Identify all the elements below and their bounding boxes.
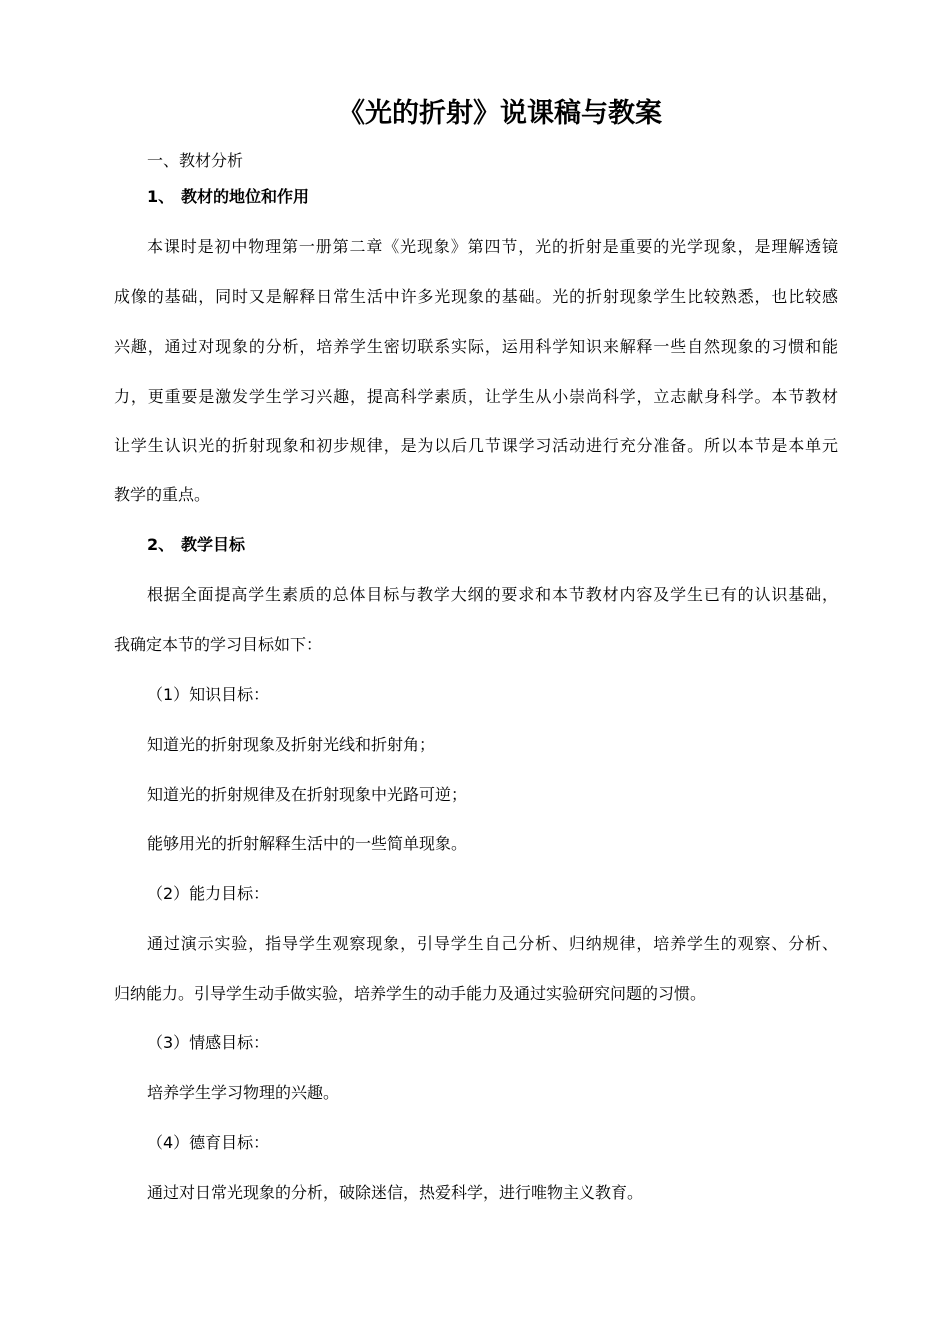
subsection-title: 教学目标 bbox=[181, 535, 246, 554]
goal-label: （1）知识目标： bbox=[147, 685, 270, 704]
goal-label: （4）德育目标： bbox=[147, 1133, 270, 1152]
subsection-title: 教材的地位和作用 bbox=[181, 187, 310, 206]
paragraph-line: 我确定本节的学习目标如下： bbox=[114, 635, 323, 654]
document-title: 《光的折射》说课稿与教案 bbox=[338, 98, 662, 129]
paragraph-line: 根据全面提高学生素质的总体目标与教学大纲的要求和本节教材内容及学生已有的认识基础， bbox=[147, 585, 838, 604]
subsection-heading bbox=[147, 186, 309, 208]
paragraph-line: 兴趣，通过对现象的分析，培养学生密切联系实际，运用科学知识来解释一些自然现象的习惯和能 bbox=[114, 337, 838, 356]
goal-item: 知道光的折射现象及折射光线和折射角； bbox=[147, 735, 436, 754]
paragraph-line: 通过演示实验，指导学生观察现象，引导学生自己分析、归纳规律，培养学生的观察、分析、 bbox=[147, 934, 838, 953]
paragraph-line: 力，更重要是激发学生学习兴趣，提高科学素质，让学生从小崇尚科学，立志献身科学。本节教材 bbox=[114, 387, 838, 406]
goal-item: 能够用光的折射解释生活中的一些简单现象。 bbox=[147, 834, 468, 853]
subsection-number: 2、 bbox=[147, 535, 175, 554]
subsection-number: 1、 bbox=[147, 187, 175, 206]
goal-label: （2）能力目标： bbox=[147, 884, 270, 903]
paragraph-line: 归纳能力。引导学生动手做实验，培养学生的动手能力及通过实验研究问题的习惯。 bbox=[114, 984, 707, 1003]
section-heading: 一、教材分析 bbox=[147, 151, 244, 170]
paragraph-line: 本课时是初中物理第一册第二章《光现象》第四节，光的折射是重要的光学现象，是理解透镜 bbox=[147, 237, 838, 256]
paragraph-line: 教学的重点。 bbox=[114, 485, 211, 504]
paragraph-line: 成像的基础，同时又是解释日常生活中许多光现象的基础。光的折射现象学生比较熟悉，也比较感 bbox=[114, 287, 838, 306]
goal-label: （3）情感目标： bbox=[147, 1033, 270, 1052]
goal-item: 培养学生学习物理的兴趣。 bbox=[147, 1083, 340, 1102]
subsection-heading bbox=[147, 534, 245, 556]
paragraph-line: 让学生认识光的折射现象和初步规律，是为以后几节课学习活动进行充分准备。所以本节是本单元 bbox=[114, 436, 838, 455]
goal-item: 知道光的折射规律及在折射现象中光路可逆； bbox=[147, 785, 468, 804]
goal-item: 通过对日常光现象的分析，破除迷信，热爱科学，进行唯物主义教育。 bbox=[147, 1183, 644, 1202]
